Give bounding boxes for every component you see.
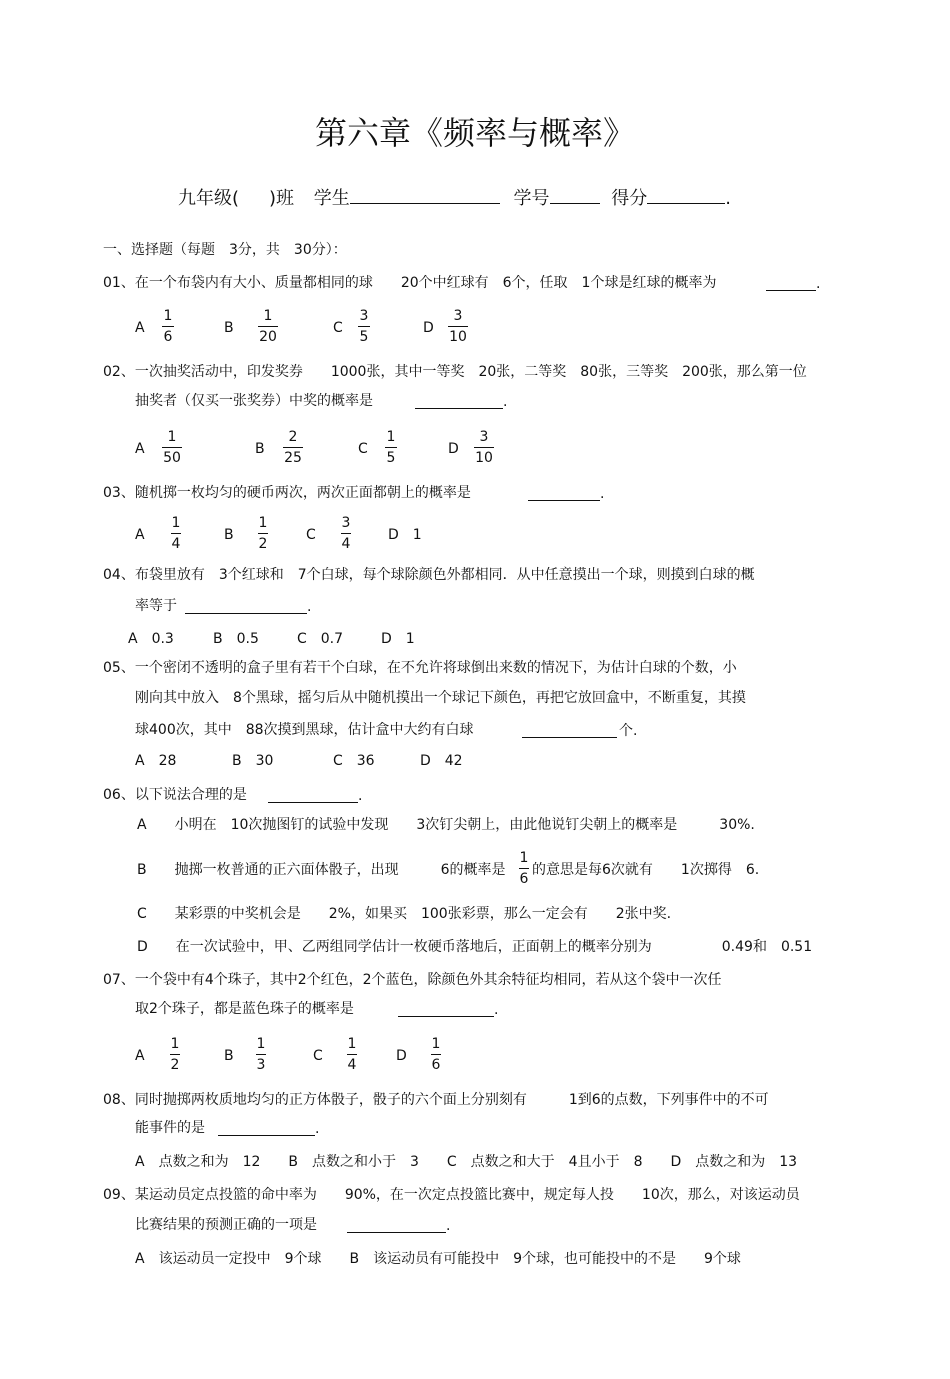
q04-answer-blank[interactable]	[185, 597, 307, 614]
q04-opt-a: A 0.3	[128, 631, 174, 647]
q07-opt-c-label: C	[313, 1048, 323, 1064]
q03-text: 03、随机掷一枚均匀的硬币两次，两次正面都朝上的概率是	[103, 485, 471, 501]
q07-opt-d-fraction: 1 6	[431, 1036, 441, 1073]
q05-opt-b: B 30	[232, 753, 274, 769]
q03-opt-b-fraction: 1 2	[258, 515, 268, 552]
q09-answer-blank[interactable]	[347, 1216, 446, 1233]
q02-opt-c-label: C	[358, 441, 368, 457]
q07-opt-b-fraction: 1 3	[256, 1036, 266, 1073]
q01-opt-c-fraction: 3 5	[359, 308, 369, 345]
q03-opt-b-label: B	[224, 527, 234, 543]
q03-opt-c-label: C	[306, 527, 316, 543]
header-end-dot: .	[725, 188, 731, 209]
q06-text: 06、以下说法合理的是	[103, 787, 247, 803]
q08-end: .	[315, 1121, 320, 1137]
q07-text-line1: 07、一个袋中有4个珠子，其中2个红色，2个蓝色，除颜色外其余特征均相同，若从这个袋中一次任	[103, 972, 722, 988]
q03-answer-blank[interactable]	[528, 484, 600, 501]
q03-end: .	[600, 486, 605, 502]
q01-opt-a-label: A	[135, 320, 145, 336]
page-title: 第六章《频率与概率》	[314, 114, 635, 152]
q07-opt-a-label: A	[135, 1048, 145, 1064]
q02-opt-b-fraction: 2 25	[284, 429, 302, 466]
q02-end: .	[503, 394, 508, 410]
q04-opt-d: D 1	[381, 631, 415, 647]
q01-text: 01、在一个布袋内有大小、质量都相同的球 20个中红球有 6个，任取 1个球是红球的概率为	[103, 275, 717, 291]
q01-end: .	[816, 276, 821, 292]
q03-opt-c-fraction: 3 4	[341, 515, 351, 552]
q06-option-a: A 小明在 10次抛图钉的试验中发现 3次钉尖朝上，由此他说钉尖朝上的概率是 30%.	[137, 817, 755, 833]
student-number-blank[interactable]	[550, 187, 600, 204]
q06-option-b-fraction: 1 6	[519, 850, 529, 887]
q07-text-line2: 取2个珠子，都是蓝色珠子的概率是	[135, 1001, 354, 1017]
q05-opt-c: C 36	[333, 753, 375, 769]
q04-opt-b: B 0.5	[213, 631, 259, 647]
q06-option-b-pre: B 抛掷一枚普通的正六面体骰子，出现 6的概率是	[137, 862, 506, 878]
q04-end: .	[307, 599, 312, 615]
q02-text-line2: 抽奖者（仅买一张奖券）中奖的概率是	[135, 393, 373, 409]
q01-answer-blank[interactable]	[766, 274, 816, 291]
q07-opt-d-label: D	[396, 1048, 407, 1064]
q09-options: A 该运动员一定投中 9个球 B 该运动员有可能投中 9个球，也可能投中的不是 9个球	[135, 1251, 741, 1267]
q03-opt-a-label: A	[135, 527, 145, 543]
q07-answer-blank[interactable]	[398, 1000, 494, 1017]
section-heading: 一、选择题（每题 3分，共 30分）：	[103, 242, 347, 258]
q02-opt-c-fraction: 1 5	[386, 429, 396, 466]
q06-option-b-post: 的意思是每6次就有 1次掷得 6.	[532, 862, 760, 878]
q05-text-line2: 刚向其中放入 8个黑球，摇匀后从中随机摸出一个球记下颜色，再把它放回盒中，不断重复，其摸	[135, 690, 746, 706]
q01-opt-a-fraction: 1 6	[163, 308, 173, 345]
q07-opt-c-fraction: 1 4	[347, 1036, 357, 1073]
q02-opt-a-fraction: 1 50	[163, 429, 181, 466]
q09-text-line1: 09、某运动员定点投篮的命中率为 90%，在一次定点投篮比赛中，规定每人投 10次，那么，对该运动员	[103, 1187, 800, 1203]
q02-opt-b-label: B	[255, 441, 265, 457]
q03-opt-a-fraction: 1 4	[171, 515, 181, 552]
q09-end: .	[446, 1218, 451, 1234]
q07-end: .	[494, 1002, 499, 1018]
q08-text-line2: 能事件的是	[135, 1120, 205, 1136]
q05-text-line1: 05、一个密闭不透明的盒子里有若干个白球，在不允许将球倒出来数的情况下，为估计白球的个数，小	[103, 660, 737, 676]
q01-opt-c-label: C	[333, 320, 343, 336]
q04-opt-c: C 0.7	[297, 631, 344, 647]
q01-opt-b-label: B	[224, 320, 234, 336]
q03-opt-d: D 1	[388, 527, 422, 543]
q05-end: 个.	[619, 723, 638, 739]
q06-answer-blank[interactable]	[268, 786, 358, 803]
q06-option-d: D 在一次试验中，甲、乙两组同学估计一枚硬币落地后，正面朝上的概率分别为 0.49和 0.51	[137, 939, 813, 955]
q08-text-line1: 08、同时抛掷两枚质地均匀的正方体骰子，骰子的六个面上分别刻有 1到6的点数，下列事件中的不可	[103, 1092, 769, 1108]
q08-answer-blank[interactable]	[218, 1119, 315, 1136]
q01-opt-b-fraction: 1 20	[259, 308, 277, 345]
q05-answer-blank[interactable]	[522, 721, 617, 738]
q01-opt-d-label: D	[423, 320, 434, 336]
class-label-prefix: 九年级(	[178, 188, 240, 209]
q06-option-c: C 某彩票的中奖机会是 2%，如果买 100张彩票，那么一定会有 2张中奖.	[137, 906, 672, 922]
q02-opt-d-label: D	[448, 441, 459, 457]
q06-end: .	[358, 788, 363, 804]
student-info-line	[178, 187, 731, 211]
q04-text-line2: 率等于	[135, 598, 177, 614]
q05-opt-a: A 28	[135, 753, 177, 769]
q07-opt-b-label: B	[224, 1048, 234, 1064]
q09-text-line2: 比赛结果的预测正确的一项是	[135, 1217, 317, 1233]
q01-opt-d-fraction: 3 10	[449, 308, 467, 345]
q07-opt-a-fraction: 1 2	[170, 1036, 180, 1073]
q05-opt-d: D 42	[420, 753, 463, 769]
score-blank[interactable]	[647, 187, 725, 204]
student-name-blank[interactable]	[350, 187, 500, 204]
q02-text-line1: 02、一次抽奖活动中，印发奖券 1000张，其中一等奖 20张，二等奖 80张，三等奖 200张，那么第一位	[103, 364, 807, 380]
q04-text-line1: 04、布袋里放有 3个红球和 7个白球，每个球除颜色外都相同．从中任意摸出一个球，则摸到白球的概	[103, 567, 755, 583]
q02-opt-a-label: A	[135, 441, 145, 457]
score-label: 得分	[611, 188, 648, 209]
q08-options: A 点数之和为 12 B 点数之和小于 3 C 点数之和大于 4且小于 8 D 点数之和为 13	[135, 1154, 798, 1170]
q02-opt-d-fraction: 3 10	[475, 429, 493, 466]
class-label-suffix: )班	[269, 188, 295, 209]
student-label: 学生	[313, 188, 350, 209]
q02-answer-blank[interactable]	[415, 392, 503, 409]
student-number-label: 学号	[513, 188, 550, 209]
q05-text-line3: 球400次，其中 88次摸到黑球，估计盒中大约有白球	[135, 722, 474, 738]
